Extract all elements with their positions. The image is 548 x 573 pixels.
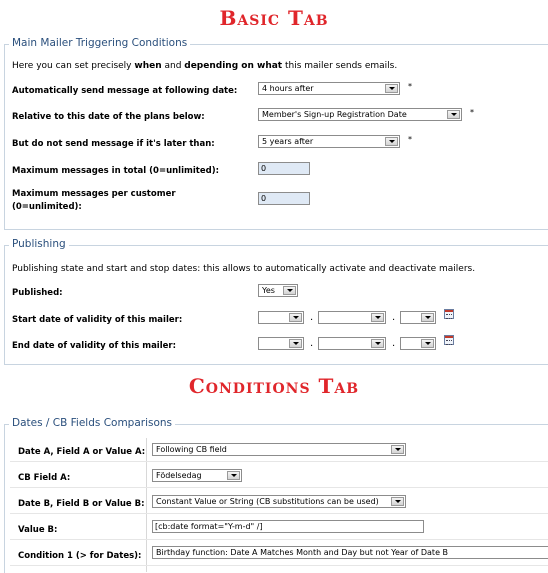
row-divider (10, 565, 548, 566)
required-marker: * (408, 135, 412, 144)
date-b-label: Date B, Field B or Value B: (18, 499, 145, 509)
date-a-select[interactable]: Following CB field (152, 443, 406, 456)
conditions-legend: Dates / CB Fields Comparisons (9, 417, 175, 429)
trigger-intro: Here you can set precisely when and depending on what this mailer sends emails. (12, 61, 398, 71)
send-date-select[interactable]: 4 hours after (258, 82, 400, 95)
value-b-input[interactable]: [cb:date format="Y-m-d" /] (152, 520, 424, 533)
row-divider (10, 513, 548, 514)
published-select[interactable]: Yes (258, 284, 298, 297)
publishing-intro: Publishing state and start and stop dates: this allows to automatically activate and deactivate mailers. (12, 264, 476, 274)
condition-1-select[interactable]: Birthday function: Date A Matches Month and Day but not Year of Date B (152, 546, 548, 559)
chevron-down-icon (283, 286, 296, 295)
chevron-down-icon (385, 137, 398, 146)
chevron-down-icon (421, 339, 434, 348)
chevron-down-icon (289, 339, 302, 348)
chevron-down-icon (371, 339, 384, 348)
row-divider (10, 539, 548, 540)
row-divider (10, 487, 548, 488)
end-day-select[interactable] (258, 337, 304, 350)
not-later-label: But do not send message if it's later than: (12, 139, 215, 149)
max-customer-input[interactable]: 0 (258, 192, 310, 205)
start-month-select[interactable] (318, 311, 386, 324)
not-later-select[interactable]: 5 years after (258, 135, 400, 148)
calendar-icon[interactable] (444, 335, 454, 345)
start-date-label: Start date of validity of this mailer: (12, 315, 183, 325)
start-day-select[interactable] (258, 311, 304, 324)
required-marker: * (408, 82, 412, 91)
chevron-down-icon (227, 471, 240, 480)
column-divider (146, 438, 147, 572)
publishing-legend: Publishing (9, 238, 69, 250)
start-year-select[interactable] (400, 311, 436, 324)
chevron-down-icon (371, 313, 384, 322)
date-a-label: Date A, Field A or Value A: (18, 447, 146, 457)
calendar-icon[interactable] (444, 309, 454, 319)
chevron-down-icon (391, 445, 404, 454)
chevron-down-icon (447, 110, 460, 119)
max-total-label: Maximum messages in total (0=unlimited): (12, 166, 219, 176)
chevron-down-icon (391, 497, 404, 506)
end-month-select[interactable] (318, 337, 386, 350)
basic-tab-heading: Basic Tab (219, 6, 329, 30)
conditions-tab-heading: Conditions Tab (188, 374, 360, 398)
row-divider (10, 461, 548, 462)
max-customer-label: Maximum messages per customer (0=unlimited): (12, 189, 176, 212)
date-separator: . (392, 338, 396, 349)
relative-date-select[interactable]: Member's Sign-up Registration Date (258, 108, 462, 121)
published-label: Published: (12, 288, 63, 298)
condition-1-label: Condition 1 (> for Dates): (18, 551, 142, 561)
date-separator: . (310, 312, 314, 323)
end-year-select[interactable] (400, 337, 436, 350)
cb-field-a-select[interactable]: Födelsedag (152, 469, 242, 482)
chevron-down-icon (289, 313, 302, 322)
relative-date-label: Relative to this date of the plans below: (12, 112, 205, 122)
date-separator: . (310, 338, 314, 349)
chevron-down-icon (385, 84, 398, 93)
required-marker: * (470, 108, 474, 117)
cb-field-a-label: CB Field A: (18, 473, 71, 483)
max-total-input[interactable]: 0 (258, 162, 310, 175)
date-b-select[interactable]: Constant Value or String (CB substitutions can be used) (152, 495, 406, 508)
value-b-label: Value B: (18, 525, 58, 535)
trigger-legend: Main Mailer Triggering Conditions (9, 37, 190, 49)
chevron-down-icon (421, 313, 434, 322)
send-date-label: Automatically send message at following date: (12, 86, 238, 96)
end-date-label: End date of validity of this mailer: (12, 341, 176, 351)
date-separator: . (392, 312, 396, 323)
